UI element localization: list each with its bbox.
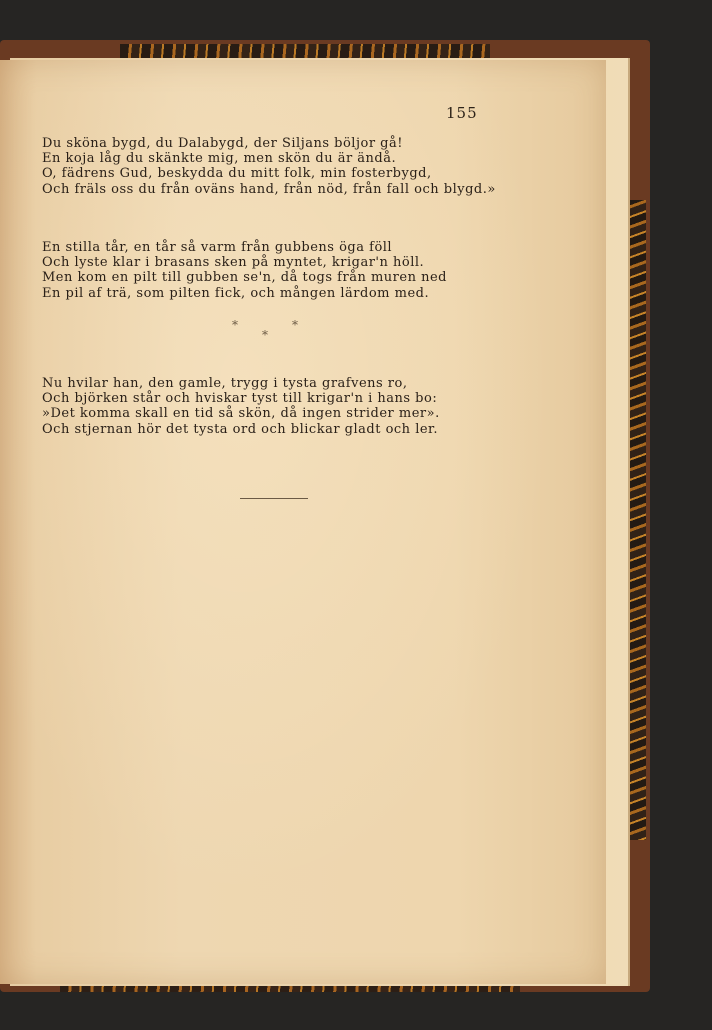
end-rule [240, 498, 308, 499]
verse-line: »Det komma skall en tid så skön, då ingen strider mer». [42, 406, 440, 422]
asterisk: * [232, 318, 238, 332]
verse-line: Och lyste klar i brasans sken på myntet, krigar'n höll. [42, 255, 425, 271]
section-separator [220, 318, 310, 342]
stanza-3 [42, 376, 582, 437]
verse-line: Och fräls oss du från oväns hand, från nöd, från fall och blygd.» [42, 181, 496, 197]
page-number: 155 [446, 104, 478, 122]
verse-line: Och stjernan hör det tysta ord och blickar gladt och ler. [42, 421, 438, 437]
verse-line: En pil af trä, som pilten fick, och mången lärdom med. [42, 285, 430, 301]
verse-line: Och björken står och hviskar tyst till krigar'n i hans bo: [42, 391, 438, 407]
verse-line: Nu hvilar han, den gamle, trygg i tysta grafvens ro, [42, 376, 408, 391]
verse-line: En stilla tår, en tår så varm från gubbens öga föll [42, 240, 393, 255]
asterisk: * [292, 318, 298, 332]
stanza-1 [42, 136, 582, 197]
verse-line: En koja låg du skänkte mig, men skön du är ändå. [42, 151, 397, 167]
verse-line: Du sköna bygd, du Dalabygd, der Siljans böljor gå! [42, 136, 403, 151]
book-page [0, 60, 606, 984]
verse-line: Men kom en pilt till gubben se'n, då togs från muren ned [42, 270, 447, 286]
verse-line: O, fädrens Gud, beskydda du mitt folk, min fosterbygd, [42, 166, 432, 182]
asterisk: * [262, 328, 268, 342]
stanza-2 [42, 240, 582, 301]
